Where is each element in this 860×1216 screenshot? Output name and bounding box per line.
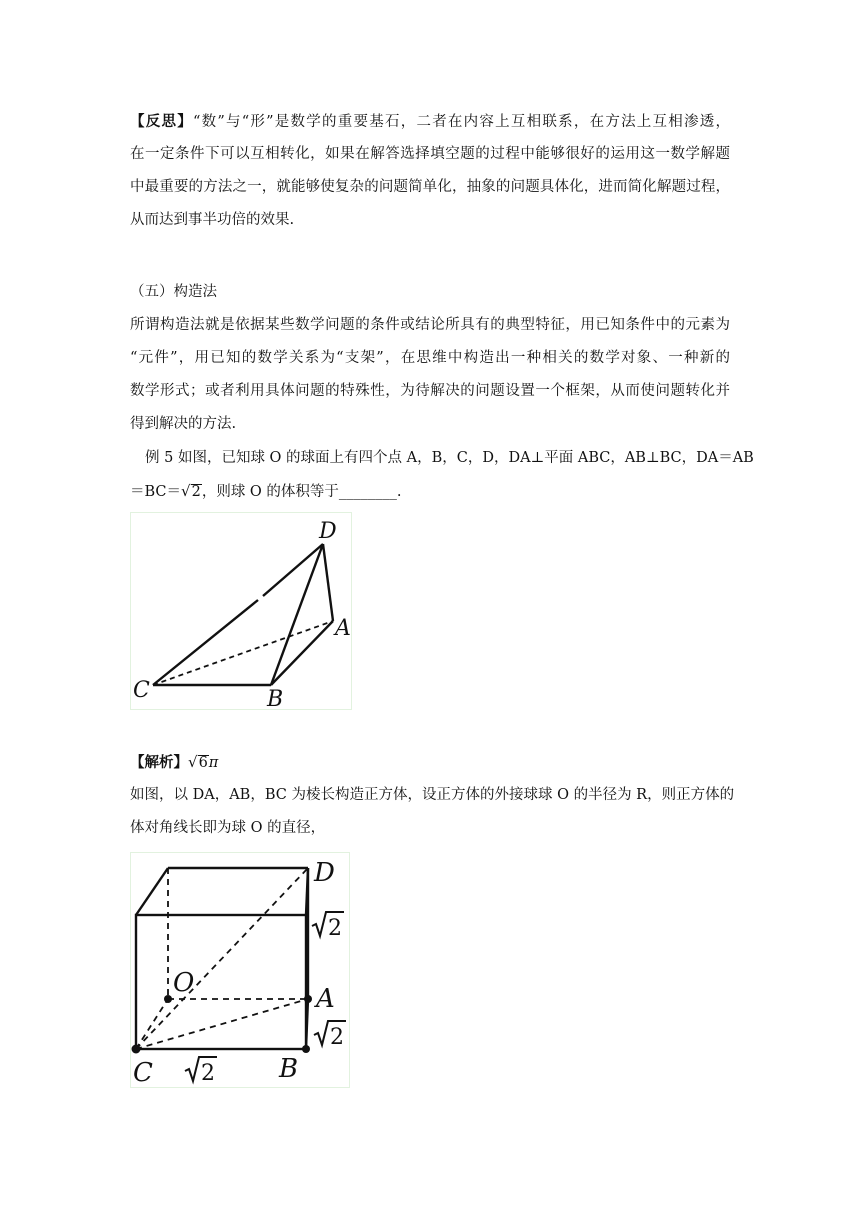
point-A — [304, 995, 312, 1003]
label-C: C — [133, 1058, 153, 1087]
label-A: A — [335, 616, 351, 641]
svg-text:2: 2 — [201, 1061, 215, 1086]
label-C: C — [133, 678, 150, 703]
reflection-paragraph — [130, 105, 730, 237]
label-D: D — [314, 858, 335, 888]
tetrahedron-figure — [130, 512, 352, 710]
reflection-line-4: 从而达到事半功倍的效果. — [130, 212, 295, 228]
section-line-4: 得到解决的方法. — [130, 416, 237, 432]
svg-text:2: 2 — [328, 916, 342, 941]
front-face — [136, 915, 306, 1049]
solution-line-2: 体对角线长即为球 O 的直径， — [130, 820, 326, 836]
label-D: D — [319, 519, 337, 544]
point-C — [132, 1045, 141, 1054]
example-paragraph — [130, 442, 754, 508]
label-B: B — [267, 687, 284, 709]
length-label-DA — [312, 912, 344, 941]
cube-figure — [130, 852, 350, 1088]
svg-text:2: 2 — [330, 1025, 344, 1050]
reflection-line-3: 中最重要的方法之一，就能够使复杂的问题简单化，抽象的问题具体化，进而简化解题过程， — [130, 179, 730, 195]
label-O: O — [173, 968, 195, 998]
example-line-1: 例 5 如图，已知球 O 的球面上有四个点 A，B，C，D，DA⊥平面 ABC，AB⊥BC，DA＝AB — [145, 450, 754, 466]
diagonal-CD — [136, 868, 308, 1049]
label-B: B — [279, 1054, 299, 1084]
edge-top-left — [136, 868, 168, 915]
edge-BA — [271, 621, 333, 685]
point-O — [164, 995, 172, 1003]
cube-diagram — [131, 853, 349, 1087]
edge-CA-hidden — [153, 621, 333, 685]
edge-CD-lower — [153, 600, 258, 685]
diagonal-CA — [136, 999, 308, 1049]
reflection-line-2: 在一定条件下可以互相转化，如果在解答选择填空题的过程中能够很好的运用这一数学解题 — [130, 146, 730, 162]
point-B — [302, 1045, 310, 1053]
example-line-2: ＝BC＝√2，则球 O 的体积等于________. — [130, 475, 730, 508]
section-line-3: 数学形式；或者利用具体问题的特殊性，为待解决的问题设置一个框架，从而使问题转化并 — [130, 383, 730, 399]
solution-label: 【解析】 — [130, 754, 188, 771]
edge-DA — [323, 544, 333, 621]
section-heading: （五）构造法 — [130, 284, 217, 300]
solution-line-1: 如图，以 DA，AB，BC 为棱长构造正方体，设正方体的外接球球 O 的半径为 R，则正方体的 — [130, 787, 735, 803]
solution-answer-line: 【解析】√6π — [130, 746, 730, 779]
section-line-1: 所谓构造法就是依据某些数学问题的条件或结论所具有的典型特征，用已知条件中的元素为 — [130, 317, 730, 333]
edge-hidden-CO — [136, 999, 168, 1049]
sqrt-symbol: √2 — [181, 482, 201, 500]
section-line-2: “元件”，用已知的数学关系为“支架”，在思维中构造出一种相关的数学对象、一种新的 — [130, 350, 730, 366]
section-paragraph — [130, 309, 730, 441]
reflection-label: 【反思】 — [130, 113, 193, 130]
length-label-CB — [185, 1057, 217, 1086]
tetrahedron-diagram — [131, 513, 351, 709]
label-A: A — [316, 984, 335, 1014]
length-label-BA — [314, 1021, 346, 1050]
reflection-line-1: 【反思】“数”与“形”是数学的重要基石，二者在内容上互相联系，在方法上互相渗透， — [130, 113, 731, 130]
solution-paragraph — [130, 746, 735, 845]
answer-sqrt: √6 — [188, 753, 208, 771]
